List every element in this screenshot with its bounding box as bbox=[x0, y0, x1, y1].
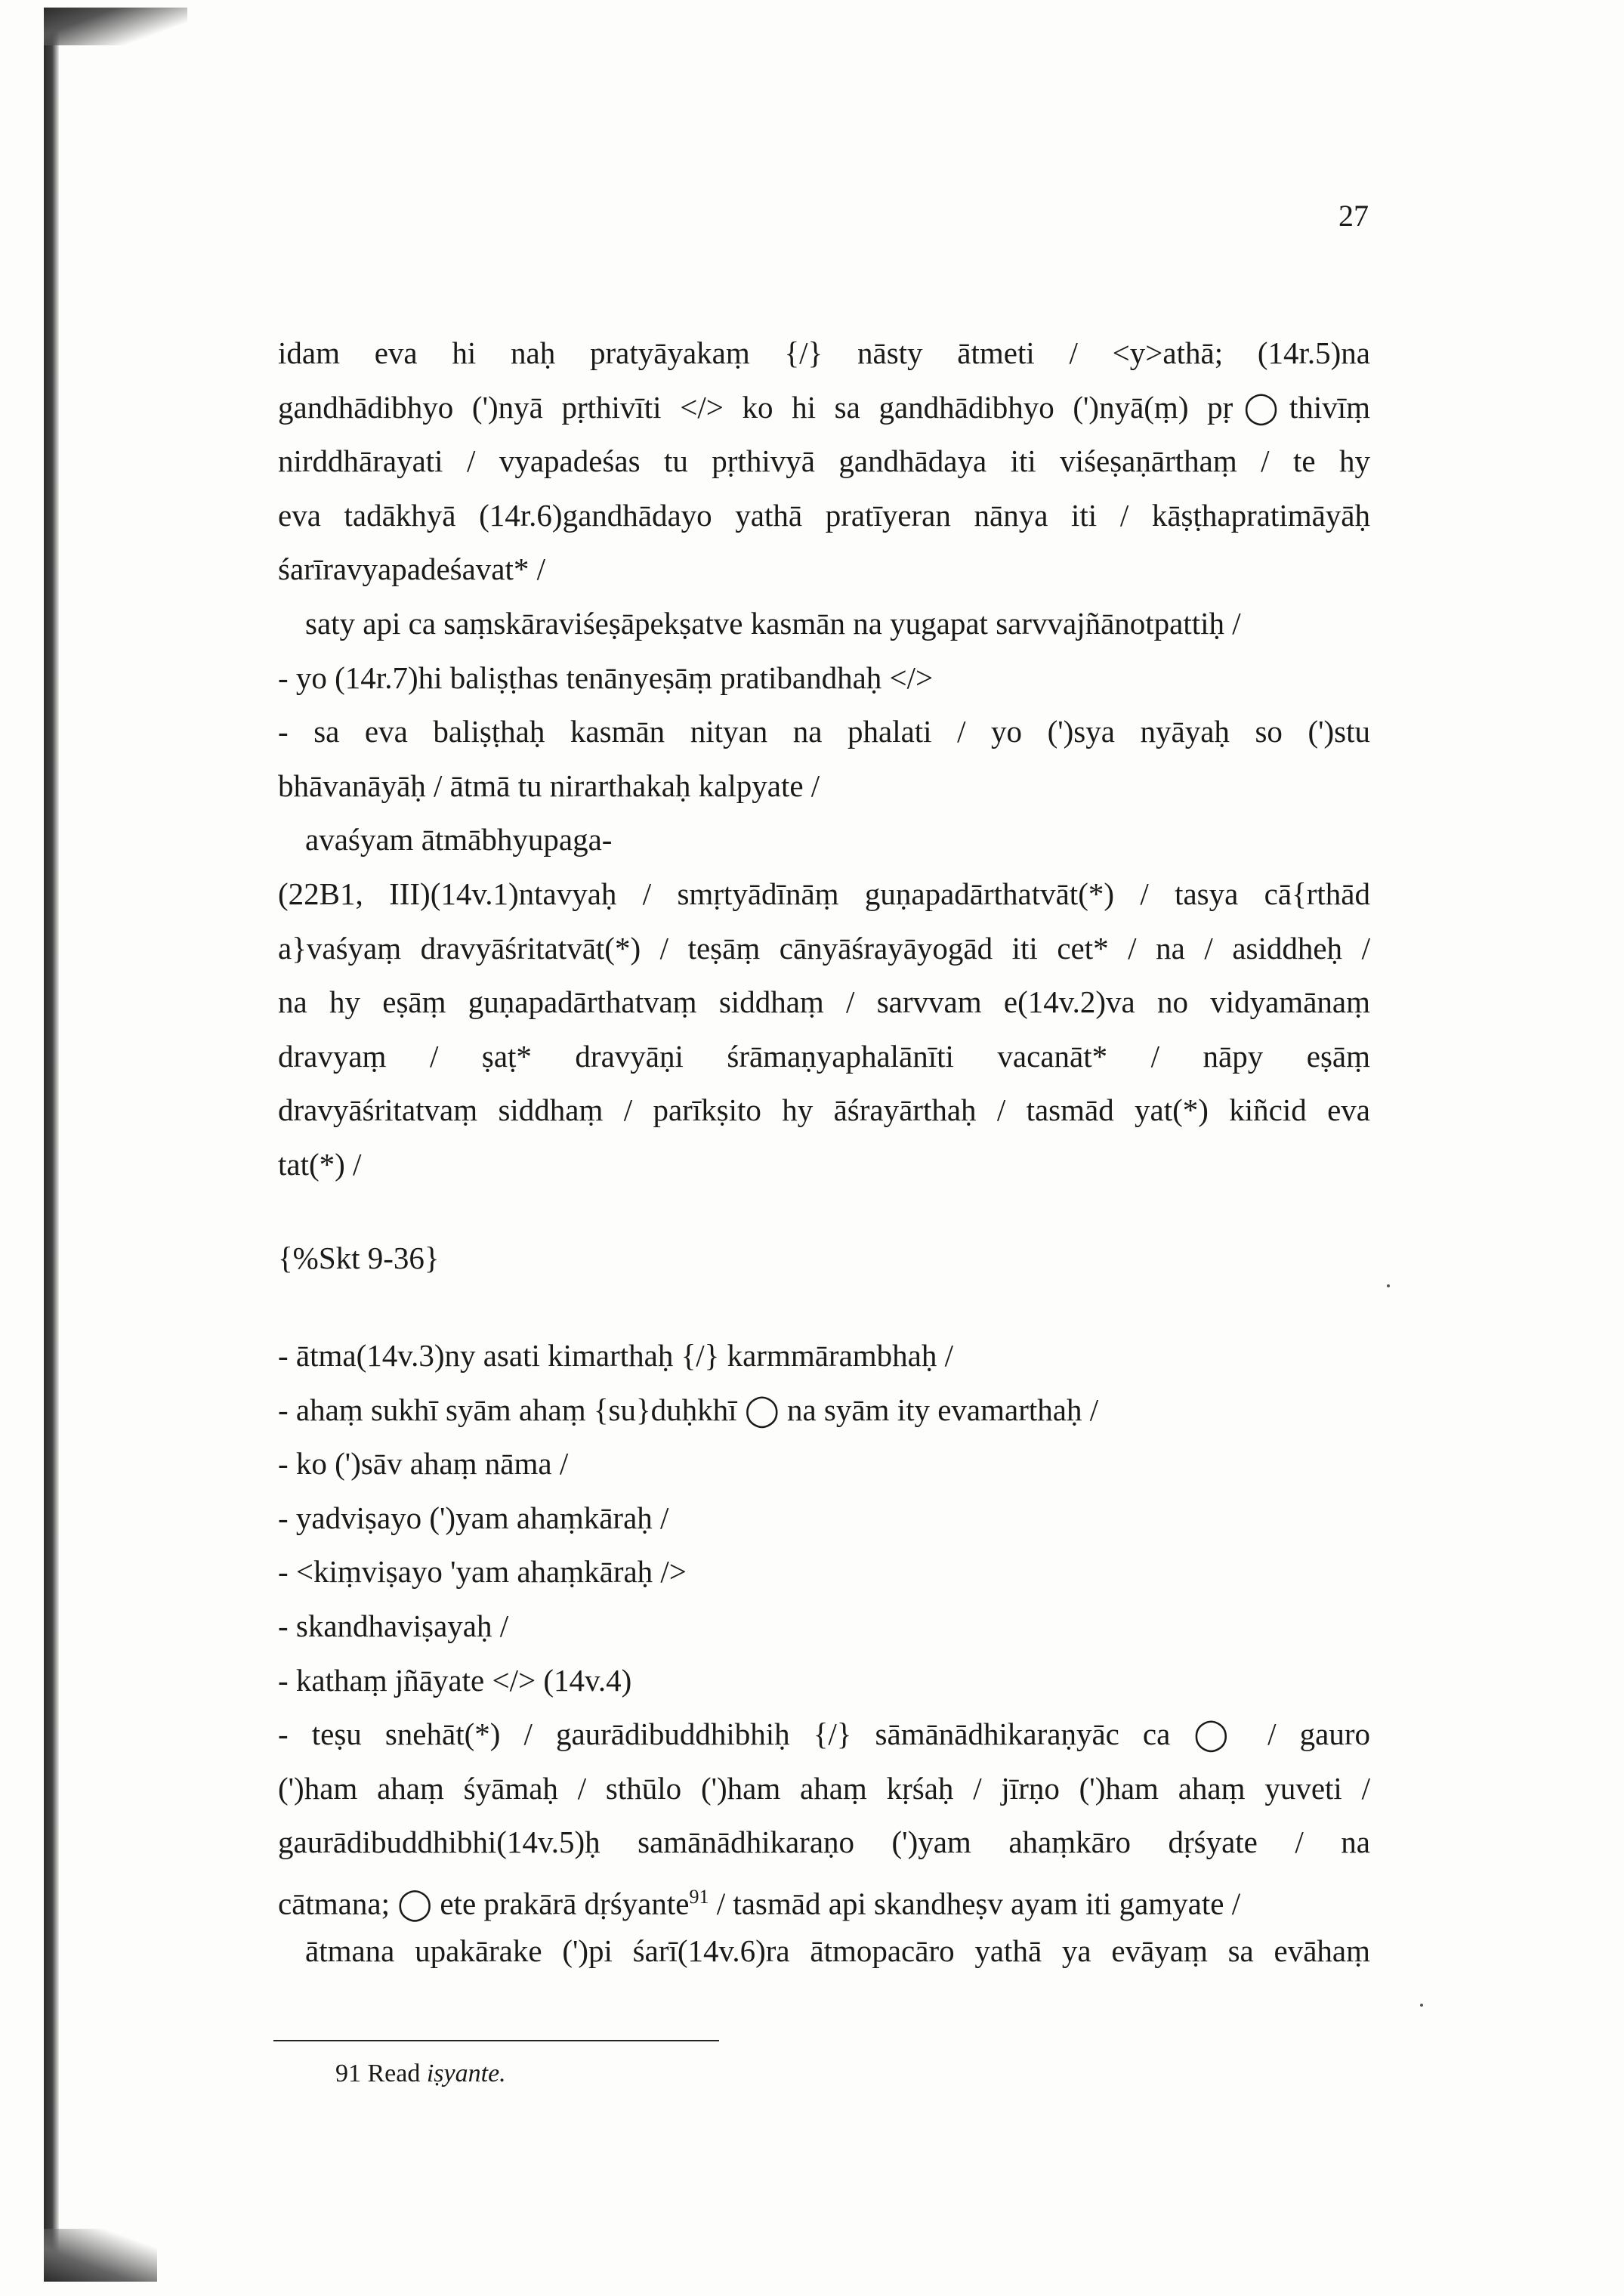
text-line-part: cātmana; ◯ ete prakārā dṛśyante bbox=[278, 1886, 690, 1921]
text-line: saty api ca saṃskāraviśeṣāpekṣatve kasmān na yugapat sarvvajñānotpattiḥ / bbox=[305, 605, 1241, 641]
footnote-italic-text: iṣyante. bbox=[426, 2060, 506, 2087]
text-line: dravyaṃ / ṣaṭ* dravyāṇi śrāmaṇyaphalānīti vacanāt* / nāpy eṣāṃ bbox=[278, 1038, 1370, 1074]
text-line: - ahaṃ sukhī syām ahaṃ {su}duḥkhī ◯ na syām ity evamarthaḥ / bbox=[278, 1392, 1099, 1427]
text-line: (22B1, III)(14v.1)ntavyaḥ / smṛtyādīnāṃ guṇapadārthatvāt(*) / tasya cā{rthād bbox=[278, 876, 1370, 911]
text-line: - teṣu snehāt(*) / gaurādibuddhibhiḥ {/} sāmānādhikaraṇyāc ca ◯ / gauro bbox=[278, 1717, 1370, 1752]
text-line: - <kiṃviṣayo 'yam ahaṃkāraḥ /> bbox=[278, 1554, 687, 1590]
text-line: - yadviṣayo (')yam ahaṃkāraḥ / bbox=[278, 1500, 669, 1535]
text-line: śarīravyapadeśavat* / bbox=[278, 552, 546, 587]
text-line: na hy eṣāṃ guṇapadārthatvaṃ siddhaṃ / sarvvam e(14v.2)va no vidyamānaṃ bbox=[278, 984, 1370, 1020]
text-line: eva tadākhyā (14r.6)gandhādayo yathā pratīyeran nānya iti / kāṣṭhapratimāyāḥ bbox=[278, 497, 1370, 533]
footnote-reference: 91 bbox=[689, 1886, 709, 1908]
text-line: - kathaṃ jñāyate </> (14v.4) bbox=[278, 1662, 632, 1698]
footnote bbox=[335, 2060, 506, 2088]
text-line: dravyāśritatvaṃ siddhaṃ / parīkṣito hy āśrayārthaḥ / tasmād yat(*) kiñcid eva bbox=[278, 1092, 1370, 1128]
scan-binding-corner-top bbox=[44, 8, 187, 45]
text-line: idam eva hi naḥ pratyāyakaṃ {/} nāsty ātmeti / <y>athā; (14r.5)na bbox=[278, 335, 1370, 370]
footnote-label: 91 Read bbox=[335, 2060, 421, 2087]
text-line-with-footnote bbox=[278, 1870, 1370, 1924]
text-line: bhāvanāyāḥ / ātmā tu nirarthakaḥ kalpyate / bbox=[278, 768, 820, 803]
text-line: - ko (')sāv ahaṃ nāma / bbox=[278, 1446, 569, 1482]
text-line: avaśyam ātmābhyupaga- bbox=[305, 822, 613, 858]
scan-speck bbox=[1420, 2004, 1423, 2007]
text-line: gaurādibuddhibhi(14v.5)ḥ samānādhikaraṇo (')yam ahaṃkāro dṛśyate / na bbox=[278, 1825, 1370, 1860]
section-marker: {%Skt 9-36} bbox=[278, 1240, 440, 1275]
text-line: ātmana upakārake (')pi śarī(14v.6)ra ātmopacāro yathā ya evāyaṃ sa evāhaṃ bbox=[305, 1933, 1370, 1968]
scan-binding-edge bbox=[44, 8, 59, 2282]
text-line: nirddhārayati / vyapadeśas tu pṛthivyā gandhādaya iti viśeṣaṇārthaṃ / te hy bbox=[278, 443, 1370, 479]
text-line: (')ham ahaṃ śyāmaḥ / sthūlo (')ham ahaṃ kṛśaḥ / jīrṇo (')ham ahaṃ yuveti / bbox=[278, 1770, 1370, 1806]
text-line: - skandhaviṣayaḥ / bbox=[278, 1608, 509, 1644]
text-line: gandhādibhyo (')nyā pṛthivīti </> ko hi sa gandhādibhyo (')nyā(ṃ) pṛ◯thivīṃ bbox=[278, 389, 1370, 425]
footnote-divider bbox=[273, 2040, 719, 2041]
text-line: a}vaśyaṃ dravyāśritatvāt(*) / teṣāṃ cānyāśrayāyogād iti cet* / na / asiddheḥ / bbox=[278, 930, 1370, 966]
text-line: tat(*) / bbox=[278, 1146, 362, 1182]
text-line: - ātma(14v.3)ny asati kimarthaḥ {/} karmmārambhaḥ / bbox=[278, 1338, 953, 1374]
page-number: 27 bbox=[1338, 199, 1369, 233]
scan-speck bbox=[1387, 1284, 1390, 1287]
text-line: - yo (14r.7)hi baliṣṭhas tenānyeṣāṃ pratibandhaḥ </> bbox=[278, 660, 934, 695]
text-line-part: / tasmād api skandheṣv ayam iti gamyate / bbox=[709, 1886, 1241, 1921]
text-line: - sa eva baliṣṭhaḥ kasmān nityan na phalati / yo (')sya nyāyaḥ so (')stu bbox=[278, 714, 1370, 749]
transliteration-text bbox=[278, 326, 1370, 1978]
scan-binding-corner-bottom bbox=[44, 2229, 157, 2282]
